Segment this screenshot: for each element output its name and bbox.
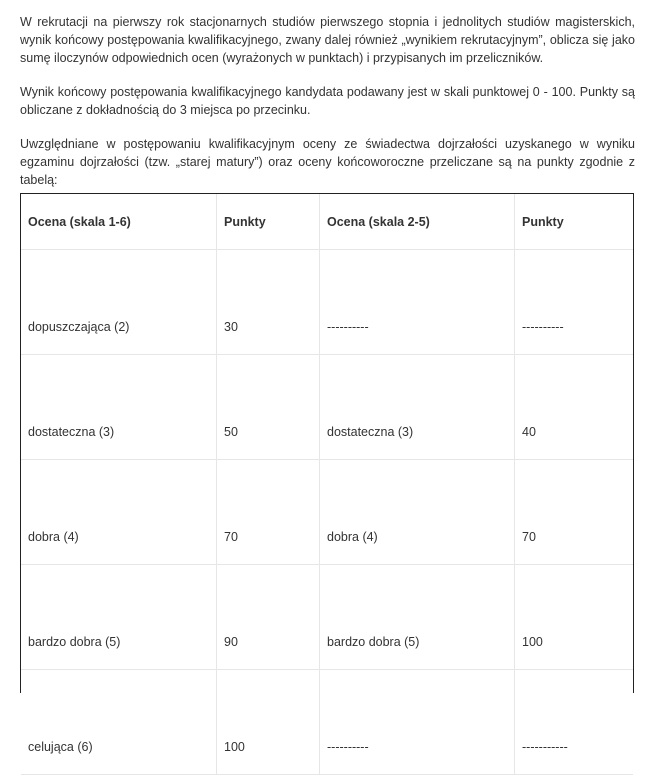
table-cell: dobra (4) [21, 460, 217, 565]
table-row [21, 460, 633, 565]
table-cell: 90 [217, 565, 320, 670]
table-row [21, 355, 633, 460]
table-cell: bardzo dobra (5) [21, 565, 217, 670]
table-cell: 100 [217, 670, 320, 775]
table-cell: dopuszczająca (2) [21, 250, 217, 355]
header-points-1: Punkty [217, 194, 320, 250]
table-cell: bardzo dobra (5) [320, 565, 515, 670]
table-cell: ---------- [320, 670, 515, 775]
grade-points-table [20, 193, 634, 754]
table-row [21, 250, 633, 355]
table-cell: 40 [515, 355, 634, 460]
table-cell: ---------- [320, 250, 515, 355]
table-cell: celująca (6) [21, 670, 217, 775]
table-row [21, 565, 633, 670]
table-row [21, 670, 633, 775]
table-cell: 70 [515, 460, 634, 565]
intro-paragraph: W rekrutacji na pierwszy rok stacjonarnych studiów pierwszego stopnia i jednolitych studiów magisterskich, wynik końcowy postępowania kwalifikacyjnego, zwany dalej również „wynikiem rekrutacyjnym”, oblicza się jako sumę iloczynów odpowiednich ocen (wyrażonych w punktach) i przypisanych im przeliczników. [20, 15, 635, 65]
grade-conversion-paragraph: Uwzględniane w postępowaniu kwalifikacyjnym oceny ze świadectwa dojrzałości uzyskanego w wyniku egzaminu dojrzałości (tzw. „starej matury”) oraz oceny końcoworoczne przeliczane są na punkty zgodnie z tabelą: [20, 137, 635, 187]
table-cell: dostateczna (3) [21, 355, 217, 460]
table-cell: ---------- [515, 250, 634, 355]
header-grade-scale-1-6: Ocena (skala 1-6) [21, 194, 217, 250]
article-body [20, 13, 635, 205]
header-points-2: Punkty [515, 194, 634, 250]
table-cell: 100 [515, 565, 634, 670]
table-cell: dostateczna (3) [320, 355, 515, 460]
table-cell: 70 [217, 460, 320, 565]
table-header-row [21, 194, 633, 250]
table-cell: 30 [217, 250, 320, 355]
table-cell: 50 [217, 355, 320, 460]
table-cell: ----------- [515, 670, 634, 775]
table-cell: dobra (4) [320, 460, 515, 565]
header-grade-scale-2-5: Ocena (skala 2-5) [320, 194, 515, 250]
score-scale-paragraph: Wynik końcowy postępowania kwalifikacyjnego kandydata podawany jest w skali punktowej 0 - 100. Punkty są obliczane z dokładnością do 3 miejsca po przecinku. [20, 85, 635, 117]
